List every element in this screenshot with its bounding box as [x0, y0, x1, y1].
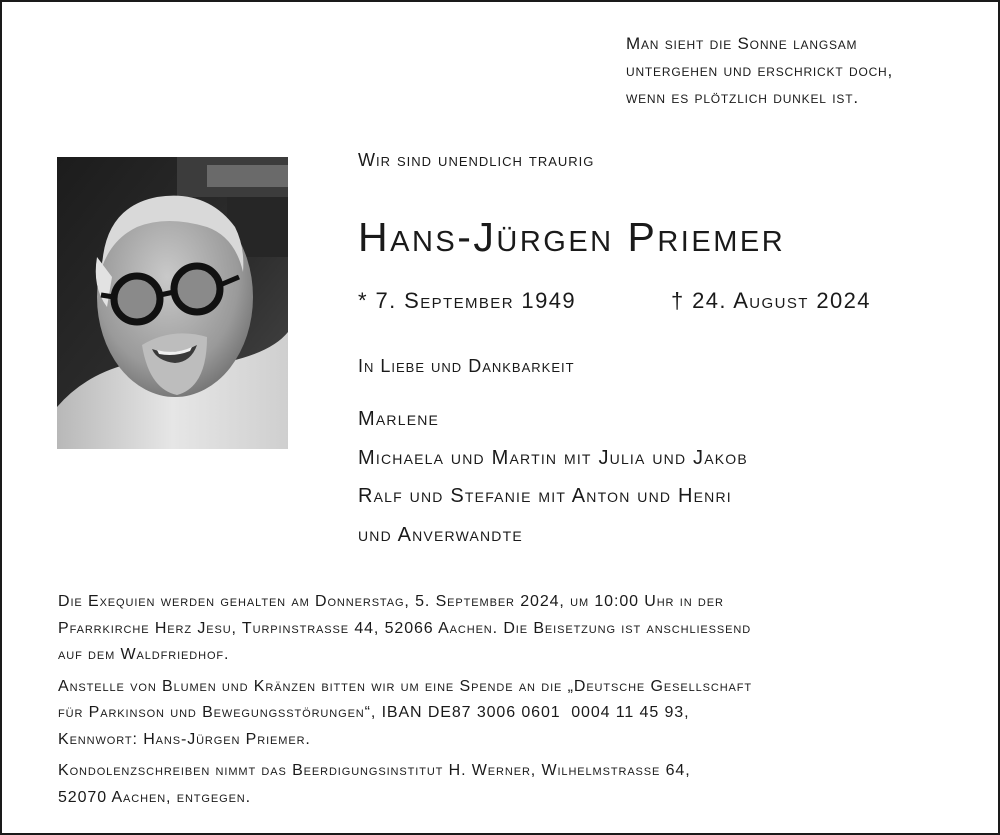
mourners-list [358, 400, 748, 554]
intro-line: Wir sind unendlich traurig [358, 150, 595, 170]
condolence-paragraph [58, 758, 978, 811]
gratitude-line: In Liebe und Dankbarkeit [358, 356, 575, 376]
quote-line: wenn es plötzlich dunkel ist. [626, 88, 859, 107]
details-line: auf dem Waldfriedhof. [58, 646, 230, 663]
memorial-quote [626, 30, 986, 111]
mourner-entry: Marlene [358, 408, 440, 430]
details-line: Die Exequien werden gehalten am Donnerstag, 5. September 2024, um 10:00 Uhr in der [58, 593, 724, 610]
mourner-entry: Michaela und Martin mit Julia und Jakob [358, 446, 748, 469]
portrait-photo [57, 157, 288, 449]
funeral-details [58, 589, 978, 816]
details-line: Kondolenzschreiben nimmt das Beerdigungsinstitut H. Werner, Wilhelmstrasse 64, [58, 762, 691, 779]
quote-line: untergehen und erschrickt doch, [626, 61, 894, 80]
details-line: Anstelle von Blumen und Kränzen bitten wir um eine Spende an die „Deutsche Gesellschaft [58, 677, 753, 695]
service-paragraph [58, 589, 978, 669]
donation-paragraph [58, 674, 978, 754]
portrait-illustration [57, 157, 288, 449]
life-dates [358, 288, 958, 314]
mourner-entry: Ralf und Stefanie mit Anton und Henri [358, 485, 732, 507]
birth-date: * 7. September 1949 [358, 288, 576, 313]
details-line: Kennwort: Hans-Jürgen Priemer. [58, 730, 311, 748]
death-date: † 24. August 2024 [671, 288, 871, 313]
quote-line: Man sieht die Sonne langsam [626, 34, 858, 53]
details-line: für Parkinson und Bewegungsstörungen“, IBAN DE87 3006 0601 0004 11 45 93, [58, 704, 690, 721]
details-line: Pfarrkirche Herz Jesu, Turpinstrasse 44, 52066 Aachen. Die Beisetzung ist anschliessend [58, 619, 752, 637]
deceased-name: Hans-Jürgen Priemer [358, 214, 786, 260]
mourner-entry: und Anverwandte [358, 523, 523, 546]
details-line: 52070 Aachen, entgegen. [58, 788, 251, 806]
